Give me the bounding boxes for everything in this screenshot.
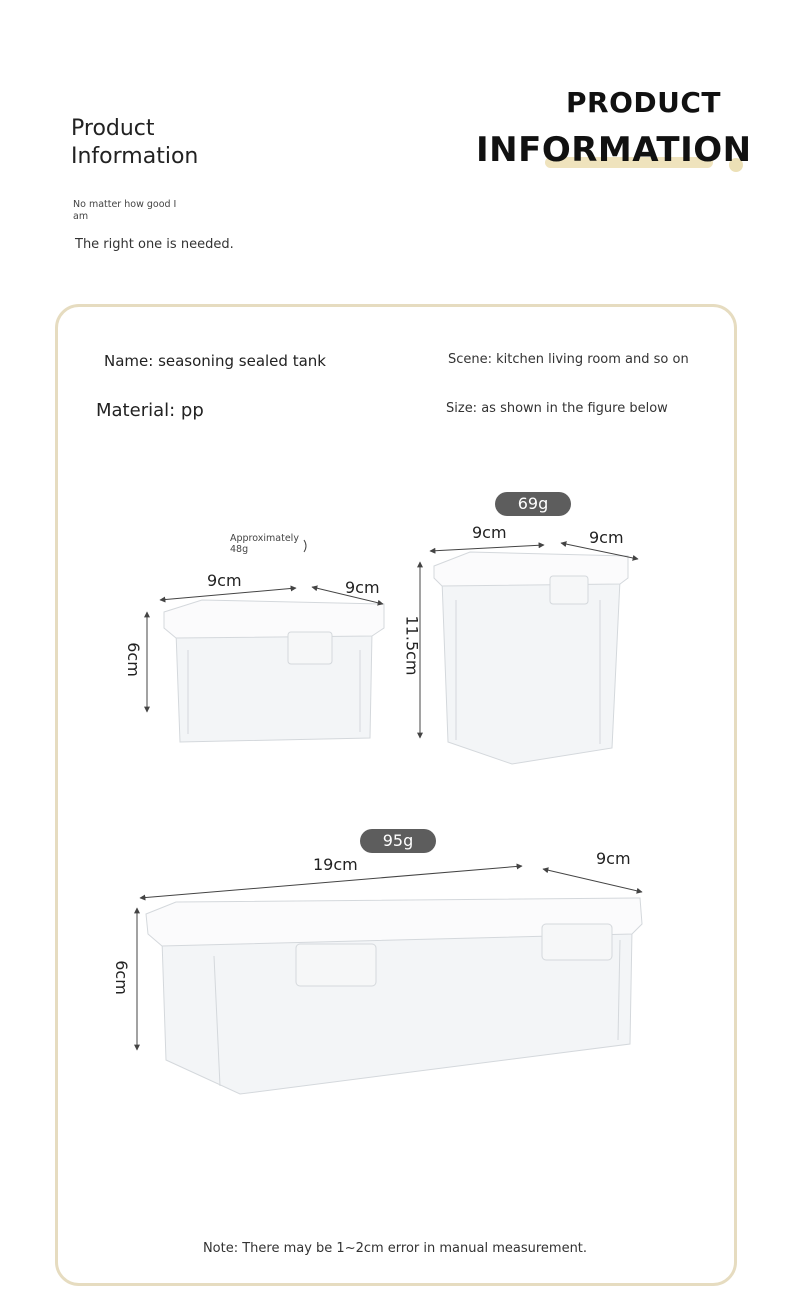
section-title-line2: Information xyxy=(71,144,199,169)
spec-scene: Scene: kitchen living room and so on xyxy=(448,352,689,367)
small-box-weight-note: Approximately 48g xyxy=(230,533,299,555)
small-box-depth-label: 9cm xyxy=(345,578,380,597)
long-box-image xyxy=(146,898,642,1094)
tall-box-height-label: 11.5cm xyxy=(402,615,422,676)
long-box-depth-label: 9cm xyxy=(596,849,631,868)
spec-size: Size: as shown in the figure below xyxy=(446,401,668,416)
measurement-note: Note: There may be 1~2cm error in manual measurement. xyxy=(202,1241,588,1256)
tall-box-image xyxy=(434,552,628,764)
spec-name: Name: seasoning sealed tank xyxy=(104,352,326,370)
section-title-line1: Product xyxy=(71,116,155,141)
subline: The right one is needed. xyxy=(75,237,234,252)
tall-box-width-label: 9cm xyxy=(472,523,507,542)
tall-box-depth-label: 9cm xyxy=(589,528,624,547)
long-box-width-label: 19cm xyxy=(313,855,358,874)
long-box-weight-badge: 95g xyxy=(360,829,436,853)
spec-material: Material: pp xyxy=(96,400,204,421)
tall-box-weight-badge: 69g xyxy=(495,492,571,516)
long-box-height-label: 6cm xyxy=(111,960,131,995)
tagline: No matter how good I am xyxy=(73,199,177,222)
small-box-height-label: 6cm xyxy=(123,642,143,677)
hero-heading-line2: INFORMATION xyxy=(476,130,752,170)
hero-heading-line1: PRODUCT xyxy=(566,86,722,119)
small-box-image xyxy=(164,600,384,742)
small-box-width-label: 9cm xyxy=(207,571,242,590)
